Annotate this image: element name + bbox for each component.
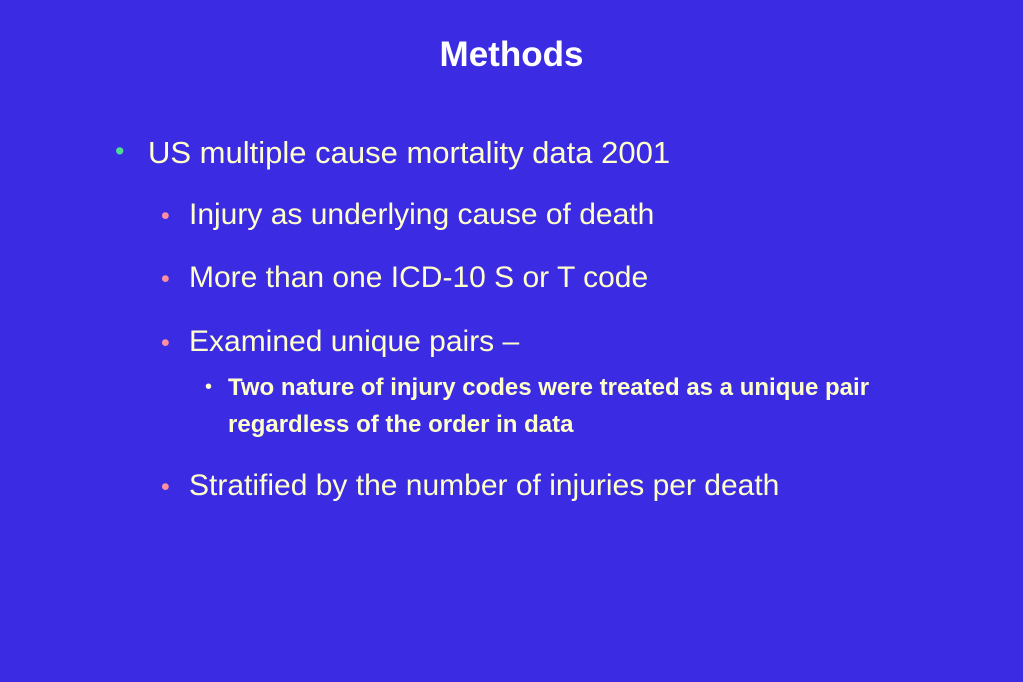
sub-sub-bullet-item-pair-definition: Two nature of injury codes were treated as a unique pair regardless of the order in data	[228, 374, 870, 438]
sub-bullet-item-icd10-codes: More than one ICD-10 S or T code	[189, 261, 649, 294]
slide-title: Methods	[439, 35, 584, 74]
sub-bullet-marker: •	[161, 473, 170, 501]
bullet-marker: •	[115, 136, 125, 166]
bullet-item-mortality-data: US multiple cause mortality data 2001	[148, 135, 671, 170]
sub-bullet-item-unique-pairs: Examined unique pairs –	[189, 325, 520, 358]
sub-bullet-marker: •	[161, 202, 170, 230]
sub-bullet-item-underlying-cause: Injury as underlying cause of death	[189, 198, 655, 231]
sub-bullet-marker: •	[161, 265, 170, 293]
sub-bullet-marker: •	[161, 329, 170, 357]
sub-sub-bullet-marker: •	[205, 376, 213, 398]
sub-bullet-item-stratified: Stratified by the number of injuries per death	[189, 469, 780, 502]
